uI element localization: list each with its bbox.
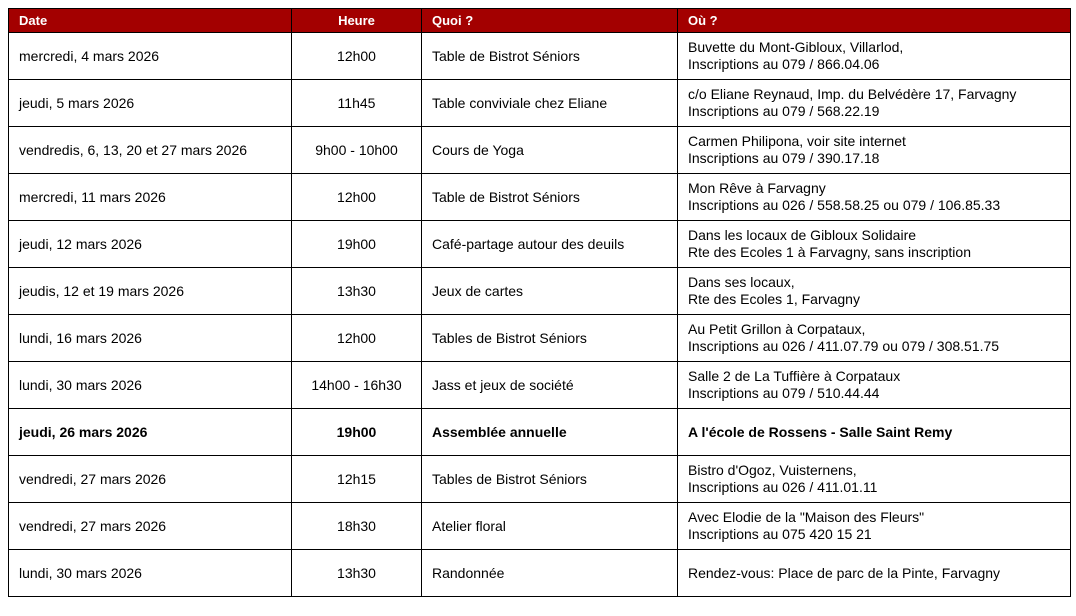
cell-ou-line: Inscriptions au 079 / 510.44.44 <box>688 385 880 401</box>
cell-date: lundi, 30 mars 2026 <box>9 362 292 409</box>
cell-heure: 12h15 <box>292 456 422 503</box>
cell-ou-line: Mon Rêve à Farvagny <box>688 180 826 196</box>
cell-ou-line: Salle 2 de La Tuffière à Corpataux <box>688 368 901 384</box>
cell-ou-line: A l'école de Rossens - Salle Saint Remy <box>688 423 953 440</box>
table-row <box>9 503 1071 550</box>
table-body <box>9 33 1071 597</box>
cell-heure: 9h00 - 10h00 <box>292 127 422 174</box>
cell-ou-line: Inscriptions au 026 / 558.58.25 ou 079 / 106.85.33 <box>688 197 1001 213</box>
cell-date: mercredi, 4 mars 2026 <box>9 33 292 80</box>
cell-date: mercredi, 11 mars 2026 <box>9 174 292 221</box>
cell-heure: 13h30 <box>292 550 422 597</box>
cell-ou-line: Inscriptions au 026 / 411.07.79 ou 079 / 308.51.75 <box>688 338 1000 354</box>
cell-quoi: Tables de Bistrot Séniors <box>422 456 678 503</box>
cell-ou-line: Bistro d'Ogoz, Vuisternens, <box>688 462 857 478</box>
cell-quoi: Randonnée <box>422 550 678 597</box>
header-date: Date <box>9 9 292 33</box>
cell-ou <box>678 315 1071 362</box>
cell-ou-line: Au Petit Grillon à Corpataux, <box>688 321 866 337</box>
cell-heure: 12h00 <box>292 174 422 221</box>
cell-quoi: Table de Bistrot Séniors <box>422 33 678 80</box>
table-row <box>9 409 1071 456</box>
cell-ou-line: Inscriptions au 075 420 15 21 <box>688 526 872 542</box>
cell-ou-line: Rte des Ecoles 1 à Farvagny, sans inscription <box>688 244 971 260</box>
cell-quoi: Jass et jeux de société <box>422 362 678 409</box>
cell-quoi: Atelier floral <box>422 503 678 550</box>
cell-heure: 12h00 <box>292 33 422 80</box>
cell-date: vendredi, 27 mars 2026 <box>9 503 292 550</box>
cell-heure: 19h00 <box>292 409 422 456</box>
cell-heure: 19h00 <box>292 221 422 268</box>
header-quoi: Quoi ? <box>422 9 678 33</box>
cell-heure: 12h00 <box>292 315 422 362</box>
cell-ou <box>678 503 1071 550</box>
cell-date: jeudi, 5 mars 2026 <box>9 80 292 127</box>
table-row <box>9 221 1071 268</box>
cell-date: jeudi, 26 mars 2026 <box>9 409 292 456</box>
cell-ou <box>678 409 1071 456</box>
cell-heure: 14h00 - 16h30 <box>292 362 422 409</box>
cell-ou <box>678 33 1071 80</box>
cell-date: jeudis, 12 et 19 mars 2026 <box>9 268 292 315</box>
cell-quoi: Table conviviale chez Eliane <box>422 80 678 127</box>
cell-quoi: Jeux de cartes <box>422 268 678 315</box>
cell-ou <box>678 174 1071 221</box>
cell-ou-line: Rte des Ecoles 1, Farvagny <box>688 291 860 307</box>
cell-date: lundi, 30 mars 2026 <box>9 550 292 597</box>
table-row <box>9 362 1071 409</box>
cell-ou <box>678 221 1071 268</box>
header-ou: Où ? <box>678 9 1071 33</box>
cell-heure: 13h30 <box>292 268 422 315</box>
cell-ou <box>678 550 1071 597</box>
table-row <box>9 80 1071 127</box>
table-row <box>9 127 1071 174</box>
header-heure: Heure <box>292 9 422 33</box>
cell-date: vendredis, 6, 13, 20 et 27 mars 2026 <box>9 127 292 174</box>
cell-quoi: Table de Bistrot Séniors <box>422 174 678 221</box>
cell-date: vendredi, 27 mars 2026 <box>9 456 292 503</box>
cell-ou-line: Buvette du Mont-Gibloux, Villarlod, <box>688 39 904 55</box>
table-row <box>9 315 1071 362</box>
header-row <box>9 9 1071 33</box>
table-row <box>9 268 1071 315</box>
agenda-table <box>8 8 1071 597</box>
cell-ou <box>678 127 1071 174</box>
table-row <box>9 456 1071 503</box>
cell-quoi: Assemblée annuelle <box>422 409 678 456</box>
cell-ou-line: Inscriptions au 079 / 866.04.06 <box>688 56 880 72</box>
cell-ou-line: c/o Eliane Reynaud, Imp. du Belvédère 17, Farvagny <box>688 86 1017 102</box>
cell-heure: 18h30 <box>292 503 422 550</box>
cell-ou <box>678 80 1071 127</box>
cell-ou-line: Dans les locaux de Gibloux Solidaire <box>688 227 917 243</box>
cell-ou-line: Avec Elodie de la "Maison des Fleurs" <box>688 509 925 525</box>
cell-date: lundi, 16 mars 2026 <box>9 315 292 362</box>
cell-date: jeudi, 12 mars 2026 <box>9 221 292 268</box>
cell-ou <box>678 456 1071 503</box>
table-header <box>9 9 1071 33</box>
cell-ou-line: Inscriptions au 079 / 568.22.19 <box>688 103 880 119</box>
cell-ou <box>678 268 1071 315</box>
cell-ou-line: Dans ses locaux, <box>688 274 795 290</box>
cell-ou-line: Inscriptions au 079 / 390.17.18 <box>688 150 880 166</box>
cell-quoi: Café-partage autour des deuils <box>422 221 678 268</box>
cell-ou-line: Inscriptions au 026 / 411.01.11 <box>688 479 878 495</box>
cell-ou-line: Carmen Philipona, voir site internet <box>688 133 906 149</box>
table-row <box>9 174 1071 221</box>
table-row <box>9 550 1071 597</box>
cell-ou <box>678 362 1071 409</box>
table-row <box>9 33 1071 80</box>
cell-ou-line: Rendez-vous: Place de parc de la Pinte, Farvagny <box>688 564 1001 581</box>
cell-quoi: Tables de Bistrot Séniors <box>422 315 678 362</box>
cell-quoi: Cours de Yoga <box>422 127 678 174</box>
cell-heure: 11h45 <box>292 80 422 127</box>
